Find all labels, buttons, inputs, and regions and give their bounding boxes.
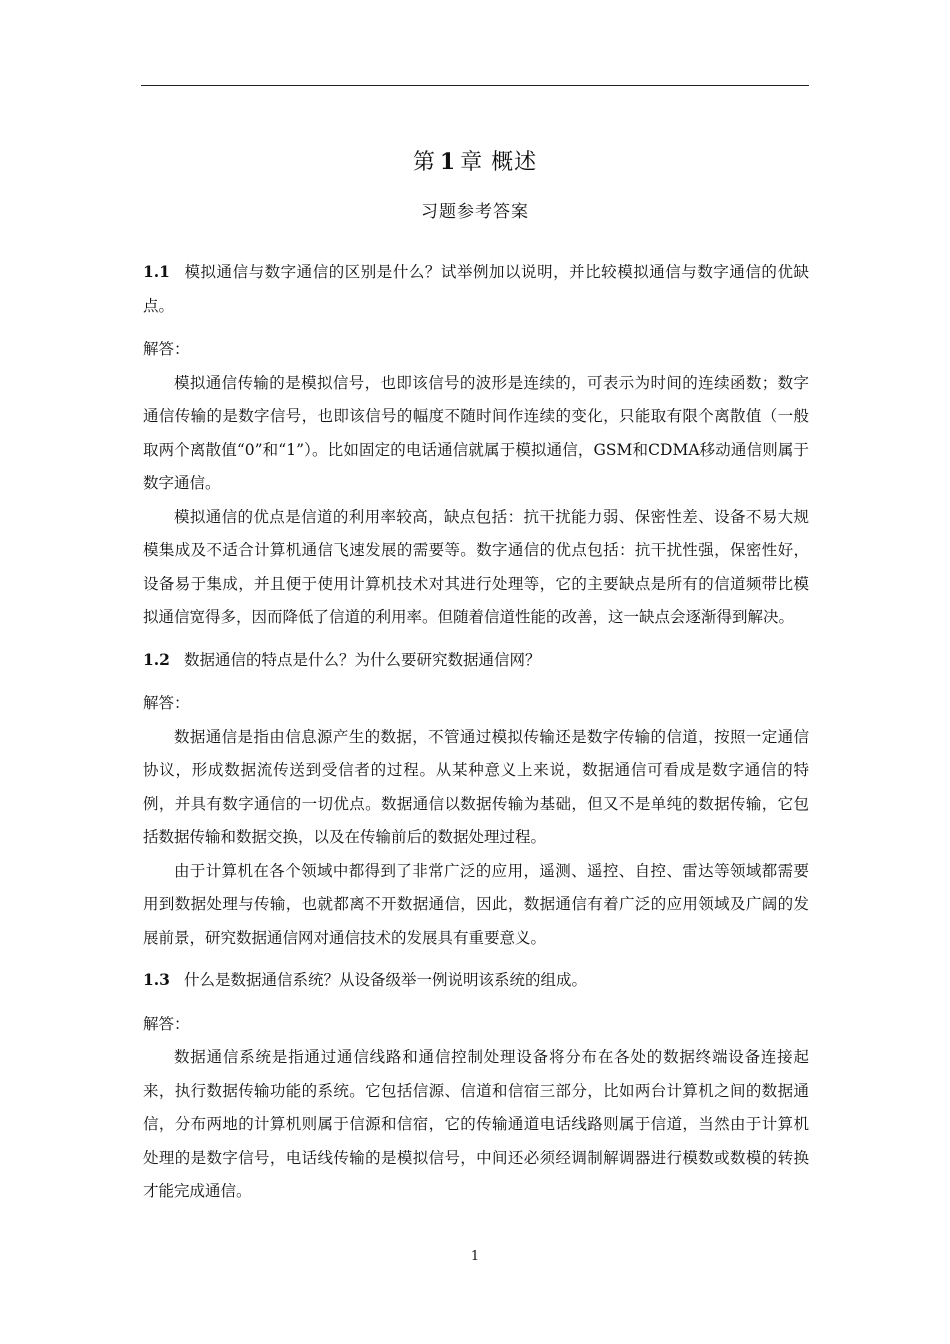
answer-label: 解答： <box>143 340 190 358</box>
answer-paragraph: 模拟通信的优点是信道的利用率较高，缺点包括：抗干扰能力弱、保密性差、设备不易大规模集成及不适合计算机通信飞速发展的需要等。数字通信的优点包括：抗干扰性强，保密性好，设备易于集成，并且便于使用计算机技术对其进行处理等，它的主要缺点是所有的信道频带比模拟通信宽得多，因而降低了信道的利用率。但随着信道性能的改善，这一缺点会逐渐得到解决。 <box>143 507 809 626</box>
answer-paragraph: 数据通信是指由信息源产生的数据，不管通过模拟传输还是数字传输的信道，按照一定通信协议，形成数据流传送到受信者的过程。从某种意义上来说，数据通信可看成是数字通信的特例，并具有数字通信的一切优点。数据通信以数据传输为基础，但又不是单纯的数据传输，它包括数据传输和数据交换，以及在传输前后的数据处理过程。 <box>143 727 809 846</box>
question-number: 1.3 <box>143 970 170 989</box>
question-block-1-2 <box>143 643 809 956</box>
question-text: 模拟通信与数字通信的区别是什么？试举例加以说明，并比较模拟通信与数字通信的优缺点。 <box>143 263 809 315</box>
question-1-2 <box>143 643 809 678</box>
chapter-prefix: 第 <box>412 150 436 175</box>
question-1-3 <box>143 963 809 998</box>
answer-label: 解答： <box>143 694 190 712</box>
answer-paragraph: 数据通信系统是指通过通信线路和通信控制处理设备将分布在各处的数据终端设备连接起来，执行数据传输功能的系统。它包括信源、信道和信宿三部分，比如两台计算机之间的数据通信，分布两地的计算机则属于信源和信宿，它的传输通道电话线路则属于信道，当然由于计算机处理的是数字信号，电话线传输的是模拟信号，中间还必须经调制解调器进行模数或数模的转换才能完成通信。 <box>143 1048 809 1200</box>
header-rule <box>141 85 809 86</box>
question-block-1-1 <box>143 255 809 635</box>
question-number: 1.1 <box>143 262 170 281</box>
spacer <box>143 635 809 643</box>
chapter-title <box>0 145 950 176</box>
answer-paragraph: 由于计算机在各个领域中都得到了非常广泛的应用，遥测、遥控、自控、雷达等领域都需要用到数据处理与传输，也就都离不开数据通信，因此，数据通信有着广泛的应用领域及广阔的发展前景，研究数据通信网对通信技术的发展具有重要意义。 <box>143 861 809 947</box>
question-1-1 <box>143 255 809 323</box>
chapter-suffix: 章 概述 <box>460 150 538 175</box>
question-block-1-3 <box>143 963 809 1209</box>
question-text: 什么是数据通信系统？从设备级举一例说明该系统的组成。 <box>183 971 587 989</box>
page-number: 1 <box>470 1249 480 1264</box>
question-number: 1.2 <box>143 649 170 669</box>
spacer <box>143 955 809 963</box>
page-subtitle: 习题参考答案 <box>421 202 529 222</box>
answer-label: 解答： <box>143 1014 190 1033</box>
answer-paragraph: 模拟通信传输的是模拟信号，也即该信号的波形是连续的，可表示为时间的连续函数；数字通信传输的是数字信号，也即该信号的幅度不随时间作连续的变化，只能取有限个离散值（一般取两个离散值“0”和“1”）。比如固定的电话通信就属于模拟通信，GSM和CDMA移动通信则属于数字通信。 <box>143 373 809 492</box>
document-body <box>143 255 809 1209</box>
chapter-number: 1 <box>439 149 457 175</box>
question-text: 数据通信的特点是什么？为什么要研究数据通信网？ <box>183 650 541 669</box>
